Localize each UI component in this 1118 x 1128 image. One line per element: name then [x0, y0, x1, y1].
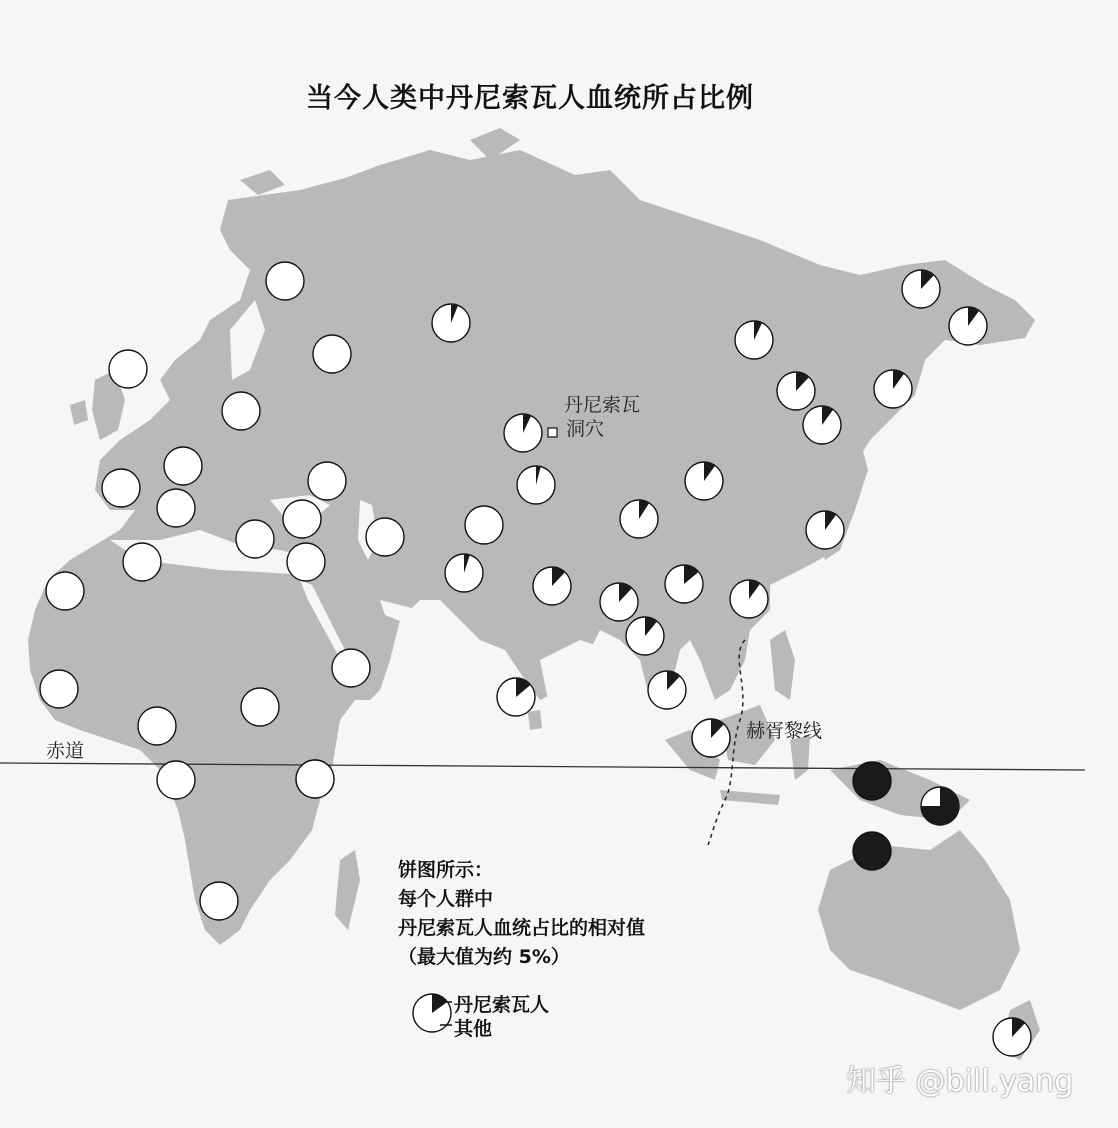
- pie-tibet: [600, 583, 638, 621]
- pie-southern-africa: [200, 882, 238, 920]
- sri-lanka-island: [528, 710, 542, 730]
- pie-scandinavia-circle: [266, 262, 304, 300]
- pie-british-isles: [109, 350, 147, 388]
- pie-caucasus-circle: [308, 462, 346, 500]
- pie-central-africa: [241, 688, 279, 726]
- pie-horn-of-africa: [332, 649, 370, 687]
- pie-western-europe: [102, 469, 140, 507]
- pie-bismarck: [921, 787, 959, 825]
- pie-west-africa-1-circle: [40, 670, 78, 708]
- pie-congo: [157, 761, 195, 799]
- pie-italy-circle: [164, 447, 202, 485]
- pie-kazakh: [517, 466, 555, 504]
- pie-explanation-note: [398, 856, 645, 972]
- pie-southern-africa-circle: [200, 882, 238, 920]
- pie-iberia: [157, 489, 195, 527]
- map-title: 当今人类中丹尼索瓦人血统所占比例: [306, 83, 754, 114]
- pie-central-siberia: [735, 321, 773, 359]
- pie-central-europe: [222, 392, 260, 430]
- pie-central-asia-circle: [465, 506, 503, 544]
- pie-pakistan: [445, 554, 483, 592]
- pie-australia-north-circle: [853, 832, 891, 870]
- denisova-cave-marker: [548, 428, 557, 437]
- pie-north-china: [620, 500, 658, 538]
- denisova-cave-label-2: 洞穴: [566, 418, 605, 440]
- pie-okhotsk: [803, 406, 841, 444]
- pie-north-india: [533, 567, 571, 605]
- equator-label: 赤道: [46, 740, 85, 762]
- legend-pie: [413, 994, 451, 1032]
- pie-west-africa-1: [40, 670, 78, 708]
- pie-horn-of-africa-circle: [332, 649, 370, 687]
- pie-anatolia: [283, 500, 321, 538]
- pie-western-siberia-north: [432, 304, 470, 342]
- philippines: [770, 630, 795, 700]
- legend-pie-chart: [413, 994, 451, 1032]
- madagascar: [335, 850, 360, 930]
- legend-label-other: 其他: [454, 1018, 493, 1040]
- pie-western-europe-circle: [102, 469, 140, 507]
- pie-central-asia: [465, 506, 503, 544]
- pie-altai: [504, 414, 542, 452]
- pie-west-africa-2-circle: [138, 707, 176, 745]
- australia: [818, 830, 1020, 1010]
- pie-anatolia-circle: [283, 500, 321, 538]
- pie-northwest-africa-circle: [46, 572, 84, 610]
- ireland: [70, 400, 88, 425]
- pie-levant: [287, 543, 325, 581]
- pie-balkans-circle: [236, 520, 274, 558]
- pie-kenya-circle: [296, 760, 334, 798]
- huxley-line-label: 赫胥黎线: [746, 720, 823, 742]
- pie-balkans: [236, 520, 274, 558]
- pie-italy: [164, 447, 202, 485]
- watermark: 知乎 @bill.yang: [846, 1064, 1074, 1099]
- pie-southeast-china: [730, 580, 768, 618]
- pie-iran: [366, 518, 404, 556]
- pie-northwest-russia: [313, 335, 351, 373]
- note-line-2: 每个人群中: [398, 888, 494, 910]
- svalbard: [240, 170, 285, 195]
- pie-northwest-africa: [46, 572, 84, 610]
- pie-mainland-southeast-asia: [648, 671, 686, 709]
- pie-amur: [806, 511, 844, 549]
- pie-kamchatka: [949, 307, 987, 345]
- pie-congo-circle: [157, 761, 195, 799]
- pie-iran-circle: [366, 518, 404, 556]
- pie-new-guinea-west-circle: [853, 762, 891, 800]
- pie-yakutia: [777, 372, 815, 410]
- note-line-1: 饼图所示：: [398, 859, 494, 881]
- legend-label-denisovan: 丹尼索瓦人: [454, 994, 550, 1016]
- pie-iberia-circle: [157, 489, 195, 527]
- pie-central-africa-circle: [241, 688, 279, 726]
- pie-new-zealand: [993, 1018, 1031, 1056]
- denisova-cave-label-1: 丹尼索瓦: [564, 394, 641, 416]
- pie-north-africa: [123, 543, 161, 581]
- pie-caucasus: [308, 462, 346, 500]
- pie-sri-lanka: [497, 678, 535, 716]
- pie-australia-north: [853, 832, 891, 870]
- pie-british-isles-circle: [109, 350, 147, 388]
- pie-northwest-russia-circle: [313, 335, 351, 373]
- pie-yunnan: [626, 617, 664, 655]
- pie-borneo: [692, 719, 730, 757]
- note-line-4: （最大值为约 5%）: [398, 946, 570, 968]
- pie-new-guinea-west: [853, 762, 891, 800]
- pie-kenya: [296, 760, 334, 798]
- java: [720, 790, 780, 805]
- pie-mongolia: [685, 462, 723, 500]
- pie-central-europe-circle: [222, 392, 260, 430]
- pie-chukotka: [902, 270, 940, 308]
- pie-south-china: [665, 565, 703, 603]
- pie-west-africa-2: [138, 707, 176, 745]
- pie-north-africa-circle: [123, 543, 161, 581]
- note-line-3: 丹尼索瓦人血统占比的相对值: [398, 917, 646, 939]
- pie-scandinavia: [266, 262, 304, 300]
- pie-japan: [874, 370, 912, 408]
- pie-levant-circle: [287, 543, 325, 581]
